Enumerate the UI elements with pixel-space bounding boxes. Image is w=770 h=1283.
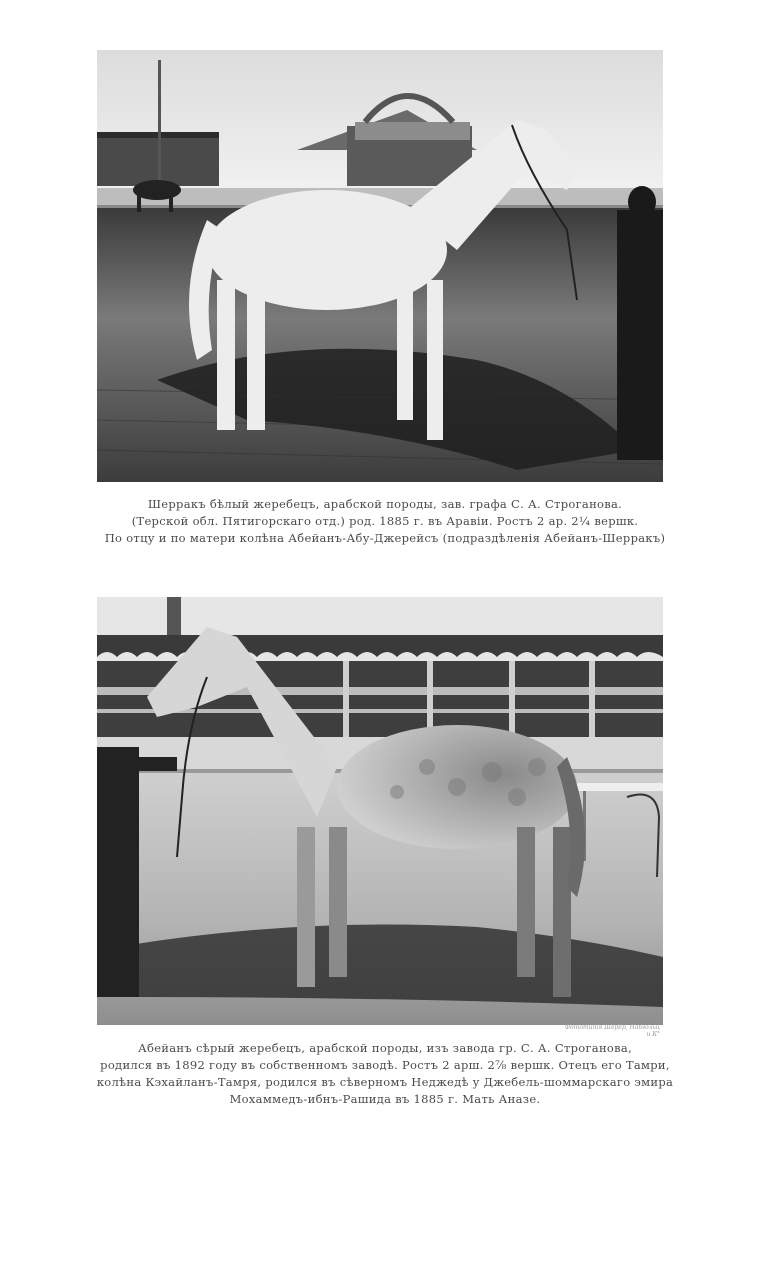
caption-line: Шерракъ бѣлый жеребецъ, арабской породы, зав. графа С. А. Строганова. bbox=[147, 497, 623, 511]
engraver-mark: Фототипія Шерер, Набгольц и К° bbox=[565, 1024, 660, 1038]
caption-line: Мохаммедъ-ибнъ-Рашида въ 1885 г. Мать Аназе. bbox=[229, 1092, 541, 1106]
photo-grey-stallion bbox=[97, 597, 663, 1025]
photo-white-stallion bbox=[97, 50, 663, 482]
caption-line: По отцу и по матери колѣна Абейанъ-Абу-Джерейсъ (подраздѣленія Абейанъ-Шерракъ) bbox=[104, 531, 666, 545]
grey-stallion-image bbox=[97, 597, 663, 1025]
caption-line: Абейанъ сѣрый жеребецъ, арабской породы, изъ завода гр. С. А. Строганова, bbox=[137, 1041, 633, 1055]
caption-white-stallion bbox=[60, 496, 710, 547]
caption-grey-stallion bbox=[60, 1040, 710, 1108]
caption-line: колѣна Кэхайланъ-Тамря, родился въ сѣверномъ Неджедѣ у Джебель-шоммарскаго эмира bbox=[96, 1075, 674, 1089]
white-stallion-image bbox=[97, 50, 663, 482]
caption-line: (Терской обл. Пятигорскаго отд.) род. 1885 г. въ Аравіи. Ростъ 2 ар. 2¼ вершк. bbox=[131, 514, 639, 528]
caption-line: родился въ 1892 году въ собственномъ заводѣ. Ростъ 2 арш. 2⅞ вершк. Отецъ его Тамри, bbox=[100, 1058, 670, 1072]
